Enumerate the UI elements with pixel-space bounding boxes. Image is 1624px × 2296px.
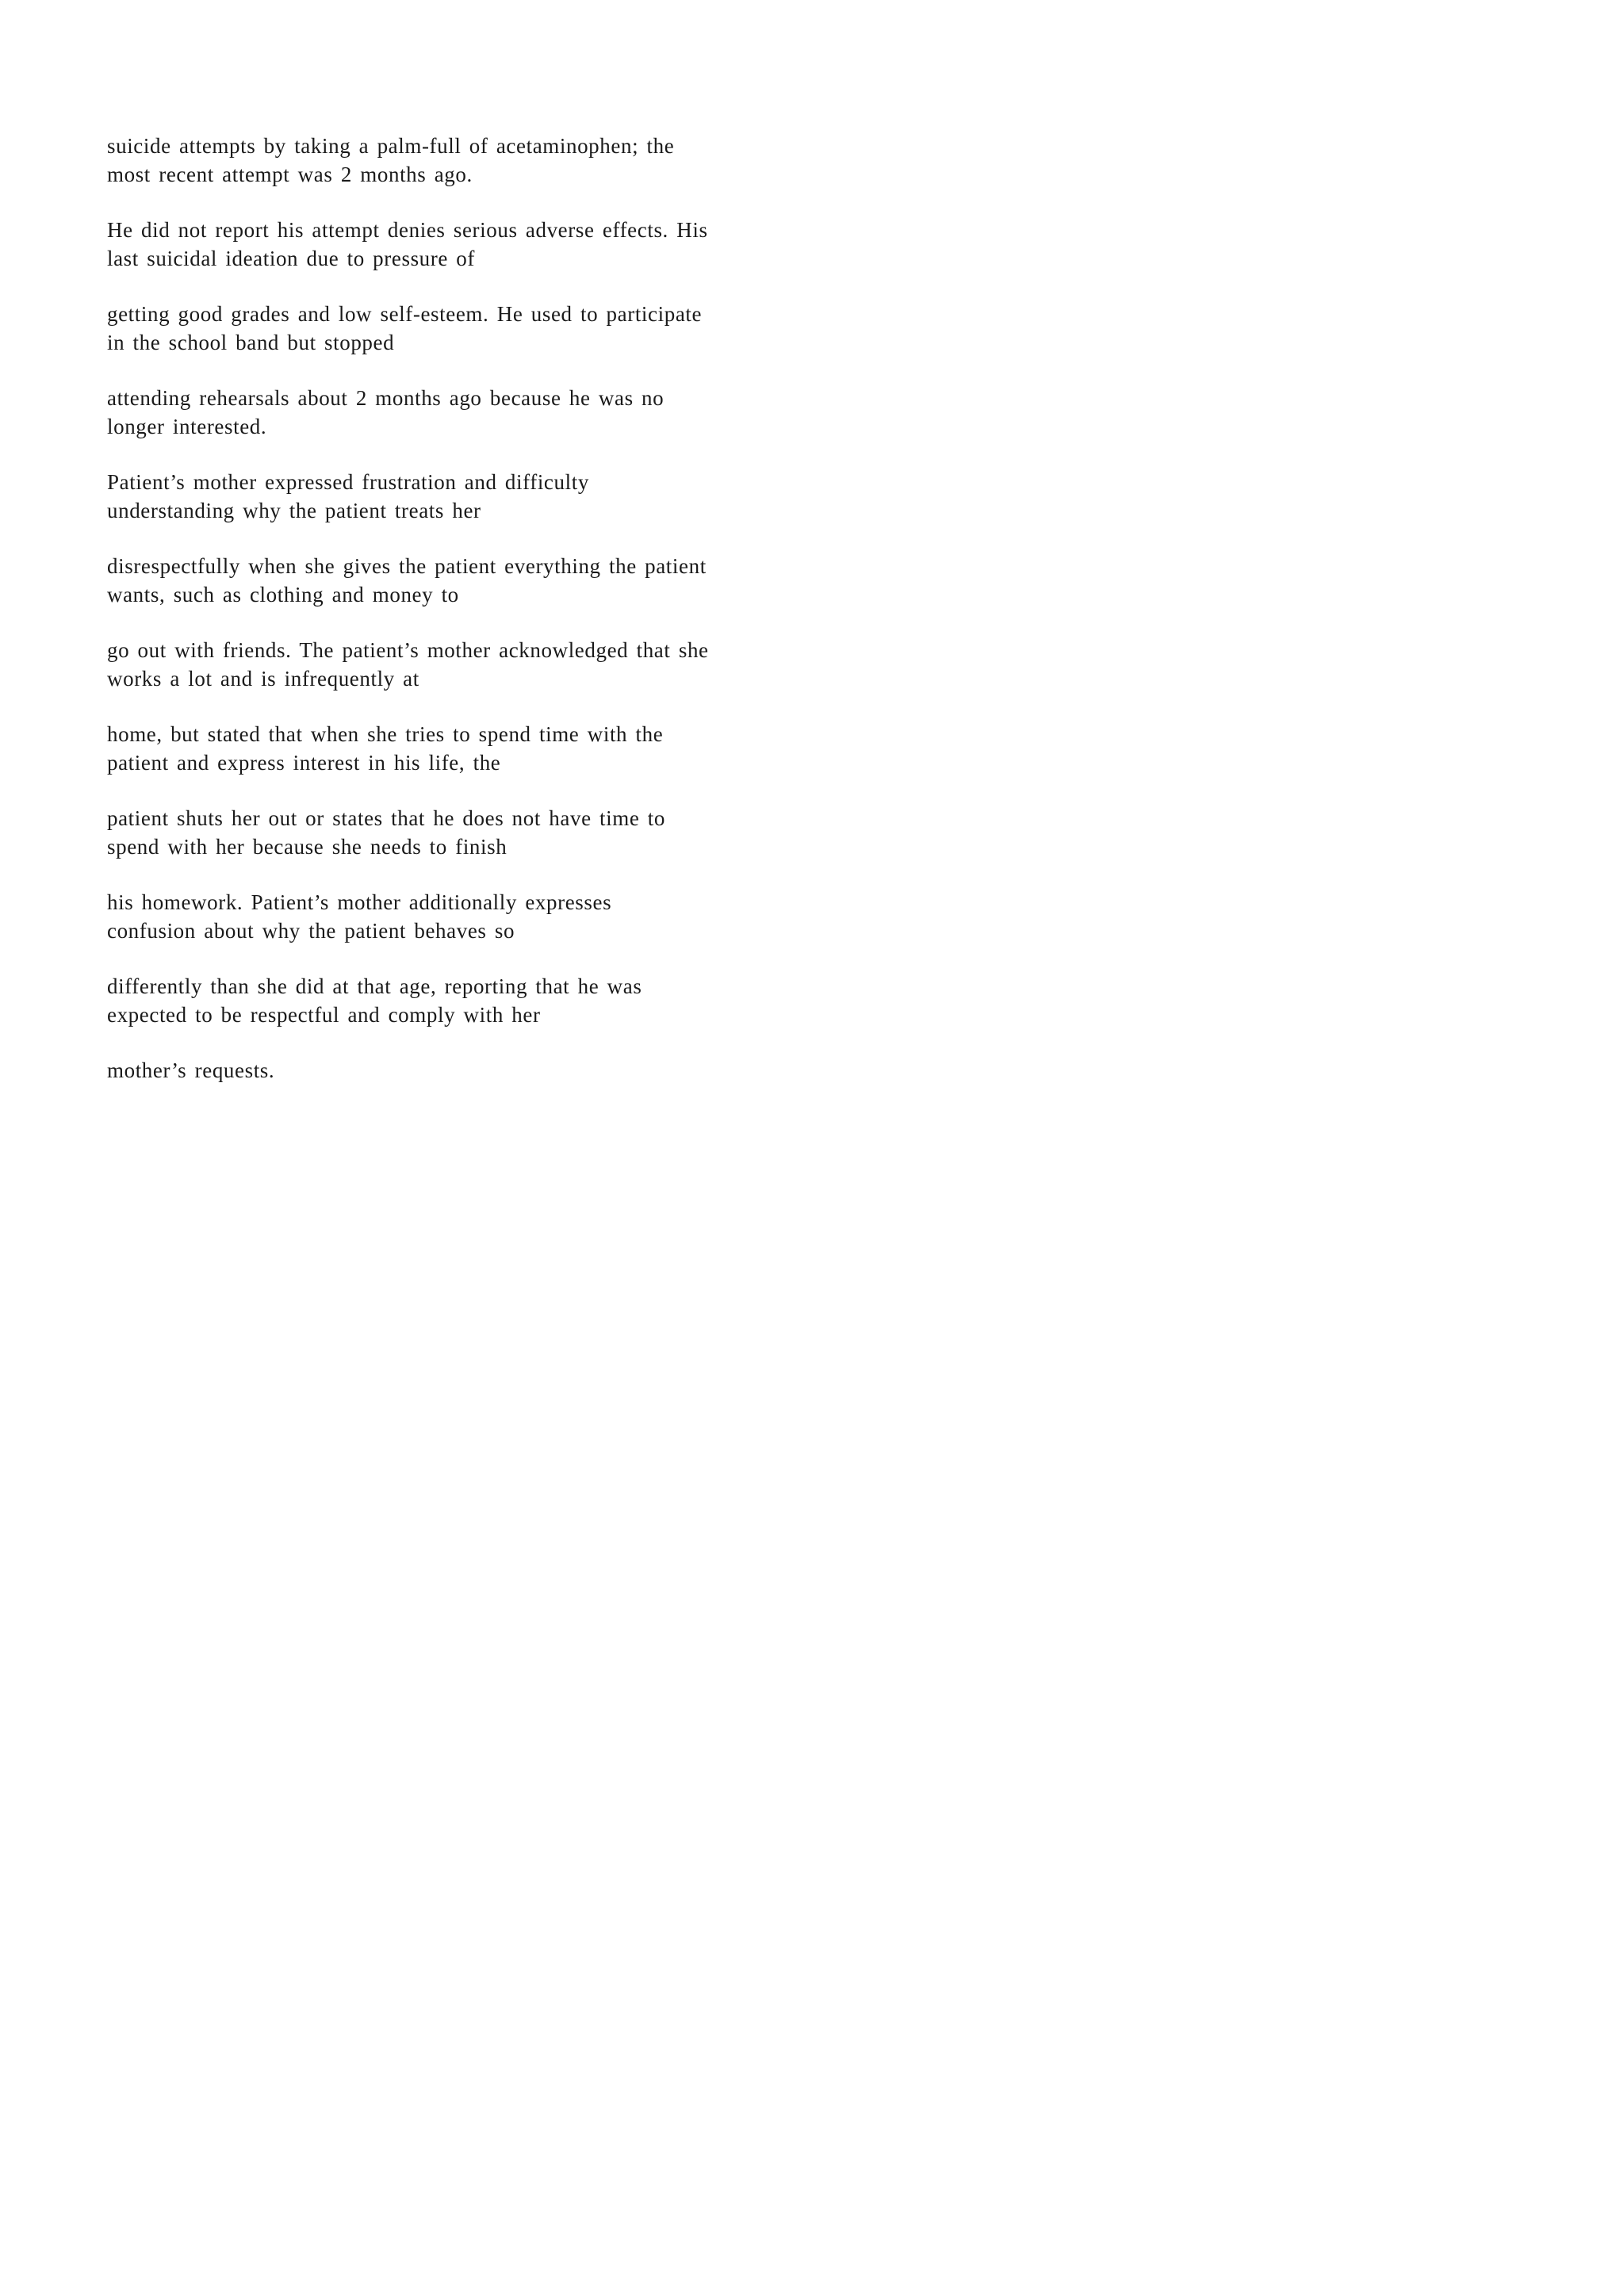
paragraph-9 (107, 804, 781, 861)
paragraph-2 (107, 216, 781, 273)
text-line: home, but stated that when she tries to spend time with the (107, 722, 664, 746)
text-line: differently than she did at that age, reporting that he was (107, 974, 642, 998)
text-line: go out with friends. The patient’s mother acknowledged that she (107, 638, 709, 662)
document-page (0, 0, 875, 1238)
text-line: mother’s requests. (107, 1058, 275, 1082)
document-body (107, 132, 781, 1112)
paragraph-1 (107, 132, 781, 189)
paragraph-12 (107, 1056, 781, 1085)
text-line: works a lot and is infrequently at (107, 667, 419, 691)
text-line: attending rehearsals about 2 months ago because he was no (107, 386, 665, 410)
text-line: confusion about why the patient behaves so (107, 919, 515, 943)
text-line: most recent attempt was 2 months ago. (107, 163, 473, 186)
text-line: suicide attempts by taking a palm-full of acetaminophen; the (107, 134, 675, 158)
text-line: in the school band but stopped (107, 331, 395, 354)
paragraph-4 (107, 384, 781, 441)
text-line: patient shuts her out or states that he does not have time to (107, 806, 665, 830)
text-line: expected to be respectful and comply with her (107, 1003, 541, 1027)
text-line: Patient’s mother expressed frustration and difficulty (107, 470, 589, 494)
paragraph-11 (107, 972, 781, 1029)
text-line: spend with her because she needs to finish (107, 835, 508, 859)
paragraph-8 (107, 720, 781, 777)
text-line: wants, such as clothing and money to (107, 583, 459, 607)
paragraph-3 (107, 300, 781, 357)
text-line: his homework. Patient’s mother additionally expresses (107, 890, 612, 914)
text-line: getting good grades and low self-esteem. He used to participate (107, 302, 703, 326)
text-line: He did not report his attempt denies serious adverse effects. His (107, 218, 708, 242)
paragraph-10 (107, 888, 781, 945)
text-line: patient and express interest in his life, the (107, 751, 501, 775)
text-line: disrespectfully when she gives the patient everything the patient (107, 554, 707, 578)
paragraph-7 (107, 636, 781, 693)
text-line: understanding why the patient treats her (107, 499, 481, 522)
paragraph-6 (107, 552, 781, 609)
text-line: last suicidal ideation due to pressure of (107, 247, 475, 270)
paragraph-5 (107, 468, 781, 525)
text-line: longer interested. (107, 415, 267, 438)
